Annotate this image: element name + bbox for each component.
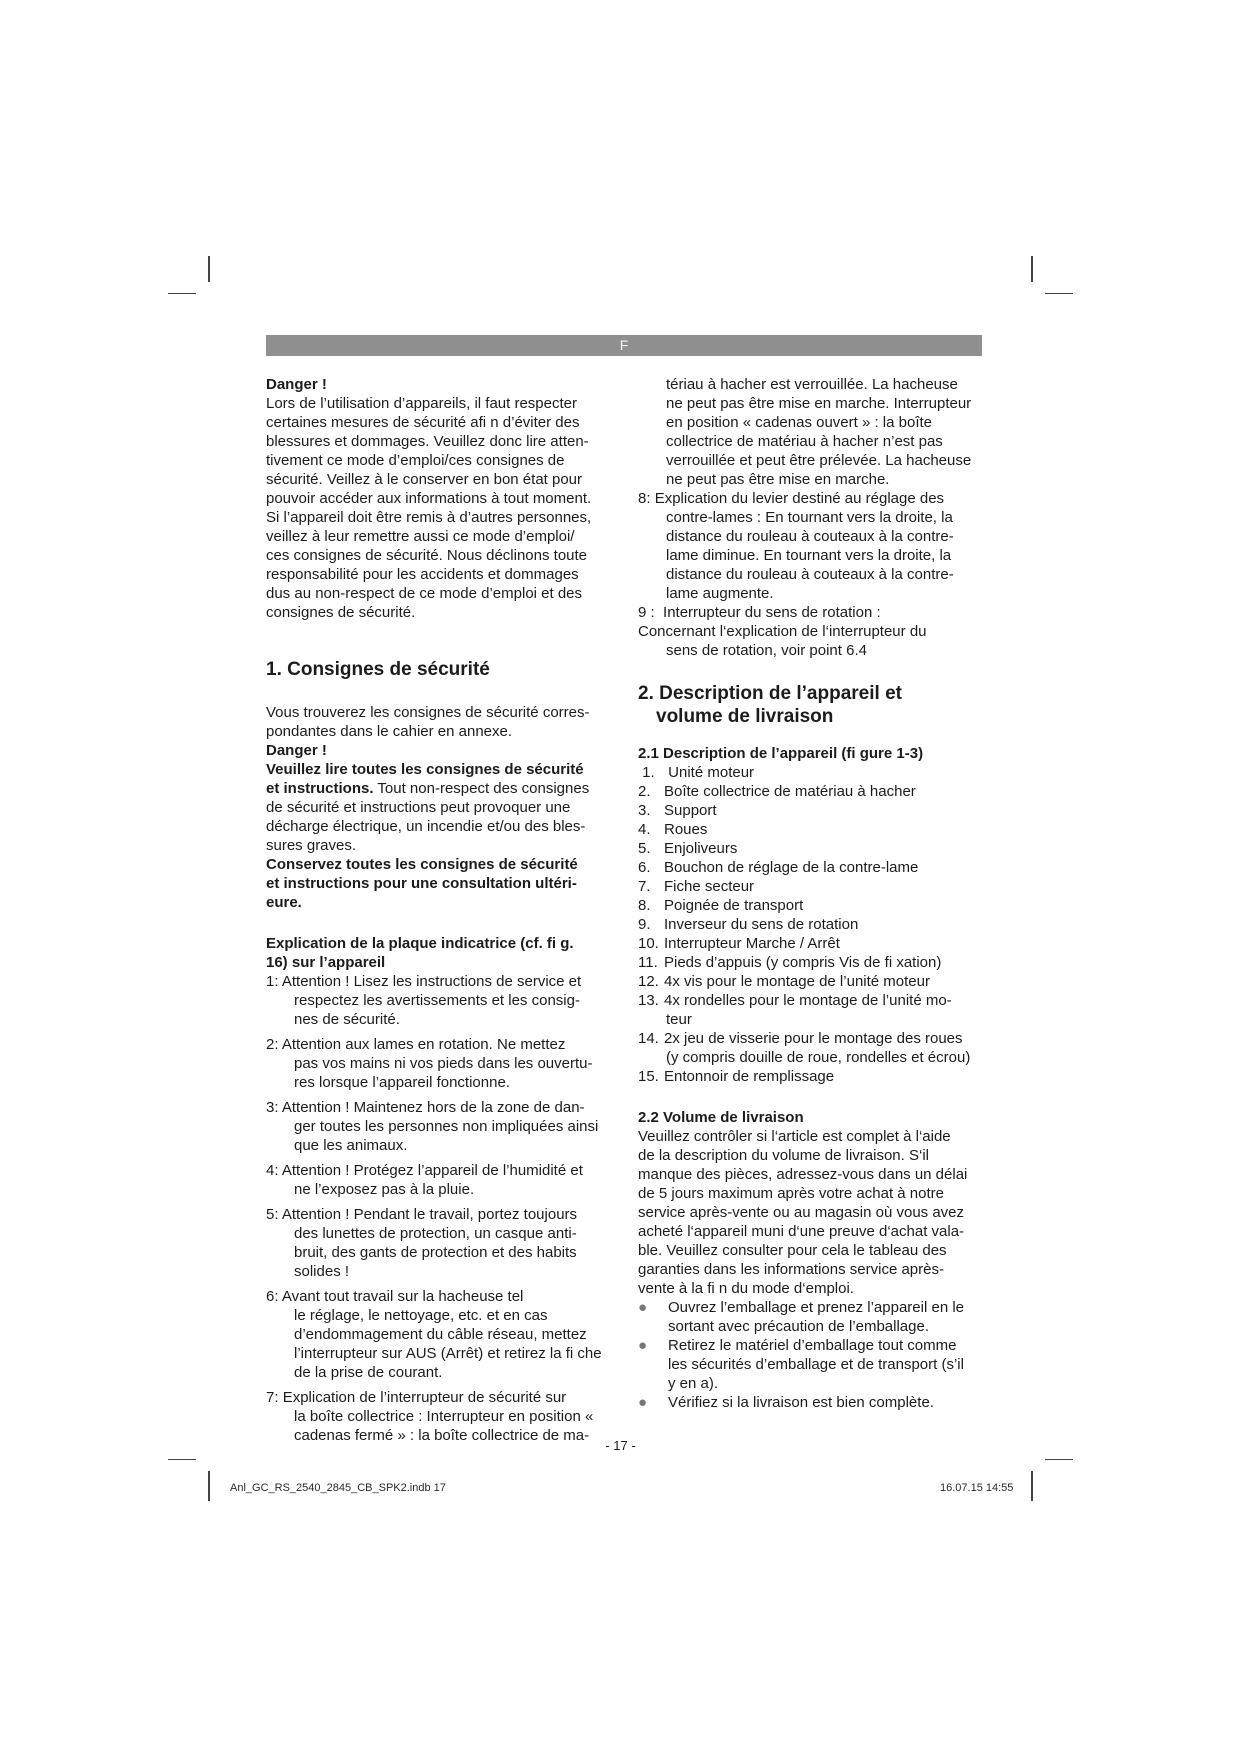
text-line: garanties dans les informations service après- <box>638 1261 944 1278</box>
text-line: Veuillez contrôler si l‘article est complet à l‘aide <box>638 1128 951 1145</box>
item-text: res lorsque l’appareil fonctionne. <box>294 1074 510 1091</box>
item-number: 11. <box>638 954 658 971</box>
item-text: Concernant l‘explication de l‘interrupteur du <box>638 623 927 640</box>
bullet-icon: ● <box>638 1337 648 1354</box>
plate-item <box>266 1098 616 1155</box>
list-item <box>638 953 983 972</box>
item-number: 9 : <box>638 604 655 621</box>
parts-list <box>638 763 983 1086</box>
item-number: 5. <box>638 840 651 857</box>
text-line: vente à la fi n du mode d‘emploi. <box>638 1280 854 1297</box>
right-column <box>638 375 983 1412</box>
text-line: Si l’appareil doit être remis à d’autres personnes, <box>266 509 592 526</box>
language-tab: F <box>266 335 982 356</box>
footer-date: 16.07.15 14:55 <box>940 1482 1014 1494</box>
item-number: 15. <box>638 1068 659 1085</box>
item-text: les sécurités d’emballage et de transport (s’il <box>668 1356 964 1373</box>
item-text: Attention aux lames en rotation. Ne mettez <box>281 1036 566 1053</box>
item-text: Support <box>664 802 717 819</box>
bold-text: et instructions. <box>266 780 374 797</box>
list-item <box>638 763 983 782</box>
section-1-danger: Danger ! <box>266 742 327 759</box>
list-item <box>638 972 983 991</box>
item-number: 4. <box>638 821 651 838</box>
list-item <box>638 991 983 1010</box>
item-text: Attention ! Lisez les instructions de service et <box>281 973 582 990</box>
text-line: pondantes dans le cahier en annexe. <box>266 723 513 740</box>
item-text: Fiche secteur <box>664 878 755 895</box>
text-line: Vous trouverez les consignes de sécurité corres- <box>266 704 590 721</box>
text-line: sécurité. Veillez à le conserver en bon état pour <box>266 471 583 488</box>
plate-item <box>266 972 616 1029</box>
item-text: Interrupteur Marche / Arrêt <box>664 935 840 952</box>
text-line: responsabilité pour les accidents et dommages <box>266 566 579 583</box>
section-2-1-heading: 2.1 Description de l’appareil (fi gure 1-3) <box>638 745 924 762</box>
item-number: 3. <box>638 802 651 819</box>
item-text: Unité moteur <box>668 764 755 781</box>
crop-mark <box>168 1459 196 1460</box>
item-text: Attention ! Protégez l’appareil de l’humidité et <box>281 1162 583 1179</box>
item-text: teur <box>666 1011 692 1028</box>
bullet-item <box>638 1298 983 1317</box>
item-text: collectrice de matériau à hacher n’est pas <box>666 433 943 450</box>
text-line: service après-vente ou au magasin où vous avez <box>638 1204 965 1221</box>
plate-item <box>266 1161 616 1199</box>
crop-mark <box>1031 1471 1033 1501</box>
list-item <box>638 858 983 877</box>
item-text: ger toutes les personnes non impliquées ainsi <box>294 1118 599 1135</box>
bullet-item <box>638 1393 983 1412</box>
item-text: des lunettes de protection, un casque anti- <box>294 1225 577 1242</box>
text-line: de la description du volume de livraison. S‘il <box>638 1147 929 1164</box>
plate-item <box>266 1287 616 1382</box>
plate-item <box>638 603 983 660</box>
item-number: 1. <box>642 764 655 781</box>
item-text: ne peut pas être mise en marche. <box>666 471 890 488</box>
item-text: Avant tout travail sur la hacheuse tel <box>281 1288 524 1305</box>
crop-mark <box>1045 293 1073 294</box>
item-text: respectez les avertissements et les consig- <box>294 992 580 1009</box>
item-text: tériau à hacher est verrouillée. La hacheuse <box>666 376 958 393</box>
item-text: Attention ! Pendant le travail, portez toujours <box>281 1206 578 1223</box>
left-column <box>266 375 616 1445</box>
crop-mark <box>208 1471 210 1501</box>
page-number: - 17 - <box>605 1438 636 1453</box>
section-1-text <box>266 703 616 741</box>
plate-item <box>266 1205 616 1281</box>
list-item <box>638 896 983 915</box>
text-line: décharge électrique, un incendie et/ou des bles- <box>266 818 586 835</box>
text-line: blessures et dommages. Veuillez donc lire atten- <box>266 433 589 450</box>
item-number: 12. <box>638 973 659 990</box>
list-item <box>638 801 983 820</box>
intro-paragraph <box>266 394 616 622</box>
item-text: 4x rondelles pour le montage de l’unité mo- <box>664 992 952 1009</box>
plate-item <box>638 489 983 603</box>
text-line: de sécurité et instructions peut provoquer une <box>266 799 571 816</box>
crop-mark <box>1031 256 1033 282</box>
plate-item <box>266 1035 616 1092</box>
item-text: le réglage, le nettoyage, etc. et en cas <box>294 1307 548 1324</box>
item-text: d’endommagement du câble réseau, mettez <box>294 1326 587 1343</box>
item-text: Roues <box>664 821 708 838</box>
heading-line: 16) sur l’appareil <box>266 954 386 971</box>
text-line: tivement ce mode d’emploi/ces consignes de <box>266 452 565 469</box>
list-item <box>638 782 983 801</box>
item-text: pas vos mains ni vos pieds dans les ouvertu- <box>294 1055 593 1072</box>
item-number: 4: <box>266 1162 279 1179</box>
bullet-icon: ● <box>638 1394 648 1411</box>
item-text: ne l’exposez pas à la pluie. <box>294 1181 475 1198</box>
text-line: pouvoir accéder aux informations à tout moment. <box>266 490 592 507</box>
text-line: manque des pièces, adressez-vous dans un délai <box>638 1166 968 1183</box>
section-2-2-text <box>638 1127 983 1298</box>
item-text: en position « cadenas ouvert » : la boîte <box>666 414 933 431</box>
heading-line: 2. Description de l’appareil et <box>638 683 902 704</box>
item-text: Explication du levier destiné au réglage des <box>654 490 945 507</box>
text-line: veillez à leur remettre aussi ce mode d’emploi/ <box>266 528 575 545</box>
item-text: sortant avec précaution de l’emballage. <box>668 1318 929 1335</box>
text-line: ces consignes de sécurité. Nous déclinons toute <box>266 547 588 564</box>
item-text: Interrupteur du sens de rotation : <box>663 604 881 621</box>
text-line: Lors de l’utilisation d’appareils, il faut respecter <box>266 395 577 412</box>
text-line: consignes de sécurité. <box>266 604 416 621</box>
item-number: 8. <box>638 897 651 914</box>
item-text: Ouvrez l’emballage et prenez l’appareil en le <box>668 1299 965 1316</box>
item-number: 7. <box>638 878 651 895</box>
text-line: de 5 jours maximum après votre achat à notre <box>638 1185 944 1202</box>
item-text: y en a). <box>668 1375 719 1392</box>
footer-filename: Anl_GC_RS_2540_2845_CB_SPK2.indb 17 <box>230 1482 446 1494</box>
item-number: 5: <box>266 1206 279 1223</box>
item-text: Poignée de transport <box>664 897 804 914</box>
bullet-icon: ● <box>638 1299 648 1316</box>
item-text: Pieds d’appuis (y compris Vis de fi xation) <box>664 954 942 971</box>
item-text: Bouchon de réglage de la contre-lame <box>664 859 919 876</box>
item-text: Retirez le matériel d’emballage tout comme <box>668 1337 957 1354</box>
item-number: 14. <box>638 1030 659 1047</box>
text-line: ble. Veuillez consulter pour cela le tableau des <box>638 1242 947 1259</box>
item-number: 2. <box>638 783 651 800</box>
item-number: 10. <box>638 935 659 952</box>
item-number: 3: <box>266 1099 279 1116</box>
text-span: Tout non-respect des consignes <box>373 780 590 797</box>
item-text: sens de rotation, voir point 6.4 <box>666 642 867 659</box>
item-text: contre-lames : En tournant vers la droite, la <box>666 509 953 526</box>
item-text: verrouillée et peut être prélevée. La hacheuse <box>666 452 972 469</box>
item-number: 13. <box>638 992 659 1009</box>
heading-line: Explication de la plaque indicatrice (cf. fi g. <box>266 935 574 952</box>
item-text: Boîte collectrice de matériau à hacher <box>664 783 916 800</box>
item-text: Entonnoir de remplissage <box>664 1068 835 1085</box>
bold-line: Conservez toutes les consignes de sécurité <box>266 856 578 873</box>
plate-heading <box>266 934 616 972</box>
bold-line: eure. <box>266 894 302 911</box>
text-line: sures graves. <box>266 837 357 854</box>
text-line: acheté l‘appareil muni d‘une preuve d‘achat vala- <box>638 1223 965 1240</box>
item-text: la boîte collectrice : Interrupteur en position « <box>294 1408 594 1425</box>
item-text: Enjoliveurs <box>664 840 738 857</box>
list-item <box>638 839 983 858</box>
plate-list <box>266 972 616 1445</box>
list-item <box>638 877 983 896</box>
crop-mark <box>208 256 210 282</box>
list-item <box>638 1029 983 1048</box>
item-number: 9. <box>638 916 651 933</box>
bold-line: et instructions pour une consultation ultéri- <box>266 875 577 892</box>
item-7-continued <box>638 375 983 489</box>
danger-title: Danger ! <box>266 376 327 393</box>
section-1-warning-bold: Veuillez lire toutes les consignes de sécurité <box>266 761 584 778</box>
item-text: distance du rouleau à couteaux à la contre- <box>666 566 954 583</box>
list-item <box>638 820 983 839</box>
heading-line: volume de livraison <box>656 706 834 727</box>
item-text: distance du rouleau à couteaux à la contre- <box>666 528 954 545</box>
item-number: 2: <box>266 1036 279 1053</box>
item-text: Explication de l’interrupteur de sécurité sur <box>282 1389 567 1406</box>
item-text: nes de sécurité. <box>294 1011 400 1028</box>
text-line: dus au non-respect de ce mode d’emploi et des <box>266 585 583 602</box>
item-text: bruit, des gants de protection et des habits <box>294 1244 577 1261</box>
item-number: 7: <box>266 1389 279 1406</box>
item-text: 4x vis pour le montage de l’unité moteur <box>664 973 930 990</box>
item-text: Attention ! Maintenez hors de la zone de dan- <box>281 1099 585 1116</box>
plate-item <box>266 1388 616 1445</box>
item-text: (y compris douille de roue, rondelles et écrou) <box>666 1049 971 1066</box>
item-number: 6. <box>638 859 651 876</box>
bullet-list <box>638 1298 983 1412</box>
bullet-item <box>638 1336 983 1355</box>
list-item <box>638 915 983 934</box>
item-text: que les animaux. <box>294 1137 408 1154</box>
item-text: lame diminue. En tournant vers la droite, la <box>666 547 952 564</box>
item-number: 8: <box>638 490 651 507</box>
item-text: ne peut pas être mise en marche. Interrupteur <box>666 395 972 412</box>
list-item <box>638 934 983 953</box>
item-text: de la prise de courant. <box>294 1364 443 1381</box>
item-number: 1: <box>266 973 279 990</box>
section-2-2-heading: 2.2 Volume de livraison <box>638 1109 804 1126</box>
item-text: l’interrupteur sur AUS (Arrêt) et retirez la fi che <box>294 1345 602 1362</box>
section-1-heading: 1. Consignes de sécurité <box>266 659 490 680</box>
section-2-heading <box>638 682 983 728</box>
item-text: cadenas fermé » : la boîte collectrice de ma- <box>294 1427 590 1444</box>
crop-mark <box>1045 1459 1073 1460</box>
item-text: Inverseur du sens de rotation <box>664 916 859 933</box>
text-line: certaines mesures de sécurité afi n d’éviter des <box>266 414 580 431</box>
item-number: 6: <box>266 1288 279 1305</box>
item-text: Vérifiez si la livraison est bien complète. <box>668 1394 934 1411</box>
item-text: solides ! <box>294 1263 350 1280</box>
list-item <box>638 1067 983 1086</box>
section-1-warning-line <box>266 779 616 798</box>
crop-mark <box>168 293 196 294</box>
item-text: 2x jeu de visserie pour le montage des roues <box>664 1030 963 1047</box>
item-text: lame augmente. <box>666 585 774 602</box>
